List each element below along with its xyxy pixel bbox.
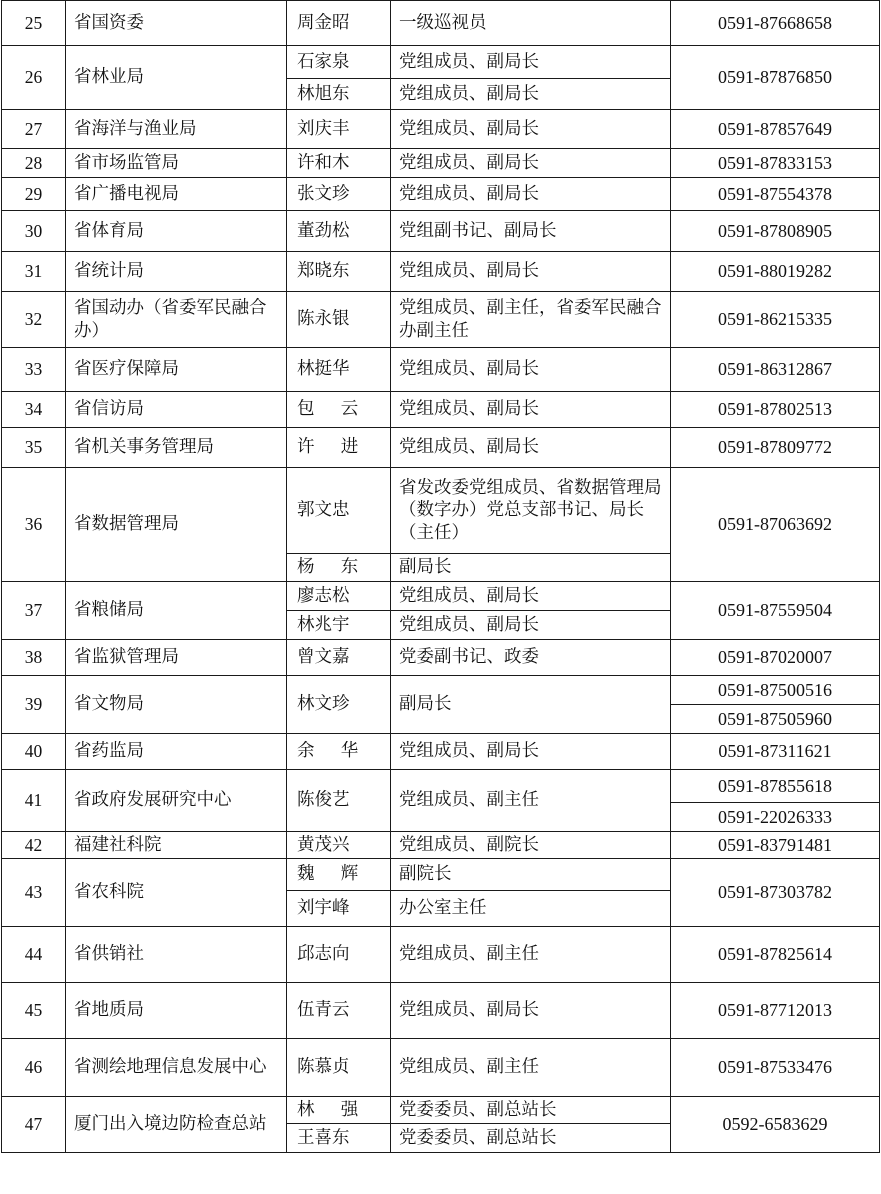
row-number: 30 <box>2 211 66 252</box>
row-number: 47 <box>2 1097 66 1153</box>
person-position: 党组副书记、副局长 <box>391 211 671 252</box>
person-name: 董劲松 <box>287 211 391 252</box>
table-row <box>2 46 880 79</box>
person-name: 林旭东 <box>287 79 391 110</box>
phone-number: 0591-87712013 <box>671 983 880 1039</box>
table-row <box>2 983 880 1039</box>
person-name: 曾文嘉 <box>287 640 391 676</box>
table-row <box>2 252 880 292</box>
table-row <box>2 770 880 803</box>
unit-name: 省测绘地理信息发展中心 <box>66 1039 287 1097</box>
table-row <box>2 178 880 211</box>
row-number: 29 <box>2 178 66 211</box>
phone-number: 0591-87505960 <box>671 705 880 734</box>
table-row <box>2 149 880 178</box>
row-number: 26 <box>2 46 66 110</box>
person-name: 邱志向 <box>287 927 391 983</box>
person-name: 王喜东 <box>287 1124 391 1153</box>
phone-number: 0591-87020007 <box>671 640 880 676</box>
row-number: 42 <box>2 832 66 859</box>
row-number: 38 <box>2 640 66 676</box>
person-position: 副局长 <box>391 676 671 734</box>
person-position: 党组成员、副局长 <box>391 428 671 468</box>
row-number: 28 <box>2 149 66 178</box>
phone-number: 0591-88019282 <box>671 252 880 292</box>
unit-name: 省供销社 <box>66 927 287 983</box>
person-name: 林挺华 <box>287 348 391 392</box>
contact-directory-table <box>1 0 880 1153</box>
table-row <box>2 468 880 554</box>
phone-number: 0591-87311621 <box>671 734 880 770</box>
row-number: 34 <box>2 392 66 428</box>
person-name: 包 云 <box>287 392 391 428</box>
person-position: 党组成员、副局长 <box>391 110 671 149</box>
person-name: 林 强 <box>287 1097 391 1124</box>
person-position: 省发改委党组成员、省数据管理局（数字办）党总支部书记、局长（主任） <box>391 468 671 554</box>
row-number: 25 <box>2 1 66 46</box>
person-name: 廖志松 <box>287 582 391 611</box>
unit-name: 省监狱管理局 <box>66 640 287 676</box>
phone-number: 0591-86312867 <box>671 348 880 392</box>
row-number: 43 <box>2 859 66 927</box>
phone-number: 0591-87668658 <box>671 1 880 46</box>
row-number: 27 <box>2 110 66 149</box>
person-position: 党组成员、副局长 <box>391 178 671 211</box>
person-name: 林兆宇 <box>287 611 391 640</box>
row-number: 35 <box>2 428 66 468</box>
table-row <box>2 1097 880 1124</box>
phone-number: 0592-6583629 <box>671 1097 880 1153</box>
unit-name: 省体育局 <box>66 211 287 252</box>
person-position: 党组成员、副局长 <box>391 79 671 110</box>
unit-name: 省市场监管局 <box>66 149 287 178</box>
table-row <box>2 859 880 891</box>
phone-number: 0591-86215335 <box>671 292 880 348</box>
unit-name: 省医疗保障局 <box>66 348 287 392</box>
phone-number: 0591-87559504 <box>671 582 880 640</box>
person-position: 党委委员、副总站长 <box>391 1097 671 1124</box>
table-row <box>2 211 880 252</box>
person-position: 党组成员、副局长 <box>391 252 671 292</box>
row-number: 37 <box>2 582 66 640</box>
person-name: 余 华 <box>287 734 391 770</box>
unit-name: 省林业局 <box>66 46 287 110</box>
person-name: 林文珍 <box>287 676 391 734</box>
table-row <box>2 292 880 348</box>
person-position: 党组成员、副局长 <box>391 348 671 392</box>
row-number: 39 <box>2 676 66 734</box>
person-position: 党组成员、副局长 <box>391 611 671 640</box>
phone-number: 0591-87554378 <box>671 178 880 211</box>
unit-name: 省粮储局 <box>66 582 287 640</box>
phone-number: 0591-87809772 <box>671 428 880 468</box>
table-row <box>2 832 880 859</box>
row-number: 33 <box>2 348 66 392</box>
phone-number: 0591-87500516 <box>671 676 880 705</box>
table-row <box>2 392 880 428</box>
person-position: 党组成员、副主任，省委军民融合办副主任 <box>391 292 671 348</box>
person-name: 许和木 <box>287 149 391 178</box>
unit-name: 省统计局 <box>66 252 287 292</box>
unit-name: 省机关事务管理局 <box>66 428 287 468</box>
person-position: 党组成员、副主任 <box>391 927 671 983</box>
person-name: 张文珍 <box>287 178 391 211</box>
row-number: 44 <box>2 927 66 983</box>
table-row <box>2 640 880 676</box>
person-position: 党委委员、副总站长 <box>391 1124 671 1153</box>
row-number: 36 <box>2 468 66 582</box>
person-name: 郑晓东 <box>287 252 391 292</box>
person-position: 党组成员、副局长 <box>391 734 671 770</box>
person-name: 伍青云 <box>287 983 391 1039</box>
person-name: 许 进 <box>287 428 391 468</box>
table-row <box>2 110 880 149</box>
person-position: 副院长 <box>391 859 671 891</box>
unit-name: 省数据管理局 <box>66 468 287 582</box>
unit-name: 福建社科院 <box>66 832 287 859</box>
row-number: 46 <box>2 1039 66 1097</box>
person-name: 陈永银 <box>287 292 391 348</box>
phone-number: 0591-87802513 <box>671 392 880 428</box>
table-row <box>2 734 880 770</box>
phone-number: 0591-87533476 <box>671 1039 880 1097</box>
person-position: 一级巡视员 <box>391 1 671 46</box>
table-body <box>2 1 880 1153</box>
person-position: 党组成员、副局长 <box>391 392 671 428</box>
person-position: 党组成员、副局长 <box>391 149 671 178</box>
person-position: 党委副书记、政委 <box>391 640 671 676</box>
unit-name: 省药监局 <box>66 734 287 770</box>
unit-name: 省信访局 <box>66 392 287 428</box>
phone-number: 0591-87303782 <box>671 859 880 927</box>
phone-number: 0591-87857649 <box>671 110 880 149</box>
person-name: 陈俊艺 <box>287 770 391 832</box>
unit-name: 省广播电视局 <box>66 178 287 211</box>
phone-number: 0591-83791481 <box>671 832 880 859</box>
unit-name: 省国动办（省委军民融合办） <box>66 292 287 348</box>
person-position: 党组成员、副院长 <box>391 832 671 859</box>
person-position: 党组成员、副局长 <box>391 983 671 1039</box>
person-position: 办公室主任 <box>391 891 671 927</box>
person-position: 党组成员、副主任 <box>391 1039 671 1097</box>
person-position: 副局长 <box>391 554 671 582</box>
person-name: 周金昭 <box>287 1 391 46</box>
person-position: 党组成员、副局长 <box>391 46 671 79</box>
person-name: 黄茂兴 <box>287 832 391 859</box>
table-row <box>2 927 880 983</box>
unit-name: 省政府发展研究中心 <box>66 770 287 832</box>
row-number: 45 <box>2 983 66 1039</box>
person-position: 党组成员、副局长 <box>391 582 671 611</box>
person-name: 石家泉 <box>287 46 391 79</box>
table-row <box>2 1 880 46</box>
unit-name: 省文物局 <box>66 676 287 734</box>
phone-number: 0591-87063692 <box>671 468 880 582</box>
row-number: 31 <box>2 252 66 292</box>
phone-number: 0591-87833153 <box>671 149 880 178</box>
table-row <box>2 348 880 392</box>
table-row <box>2 582 880 611</box>
row-number: 41 <box>2 770 66 832</box>
person-name: 郭文忠 <box>287 468 391 554</box>
table-row <box>2 676 880 705</box>
phone-number: 0591-87855618 <box>671 770 880 803</box>
unit-name: 省地质局 <box>66 983 287 1039</box>
person-name: 魏 辉 <box>287 859 391 891</box>
row-number: 32 <box>2 292 66 348</box>
row-number: 40 <box>2 734 66 770</box>
table-row <box>2 428 880 468</box>
table-row <box>2 1039 880 1097</box>
person-position: 党组成员、副主任 <box>391 770 671 832</box>
unit-name: 省国资委 <box>66 1 287 46</box>
phone-number: 0591-22026333 <box>671 803 880 832</box>
unit-name: 省海洋与渔业局 <box>66 110 287 149</box>
person-name: 杨 东 <box>287 554 391 582</box>
person-name: 陈慕贞 <box>287 1039 391 1097</box>
phone-number: 0591-87876850 <box>671 46 880 110</box>
phone-number: 0591-87808905 <box>671 211 880 252</box>
person-name: 刘庆丰 <box>287 110 391 149</box>
phone-number: 0591-87825614 <box>671 927 880 983</box>
unit-name: 省农科院 <box>66 859 287 927</box>
unit-name: 厦门出入境边防检查总站 <box>66 1097 287 1153</box>
person-name: 刘宇峰 <box>287 891 391 927</box>
